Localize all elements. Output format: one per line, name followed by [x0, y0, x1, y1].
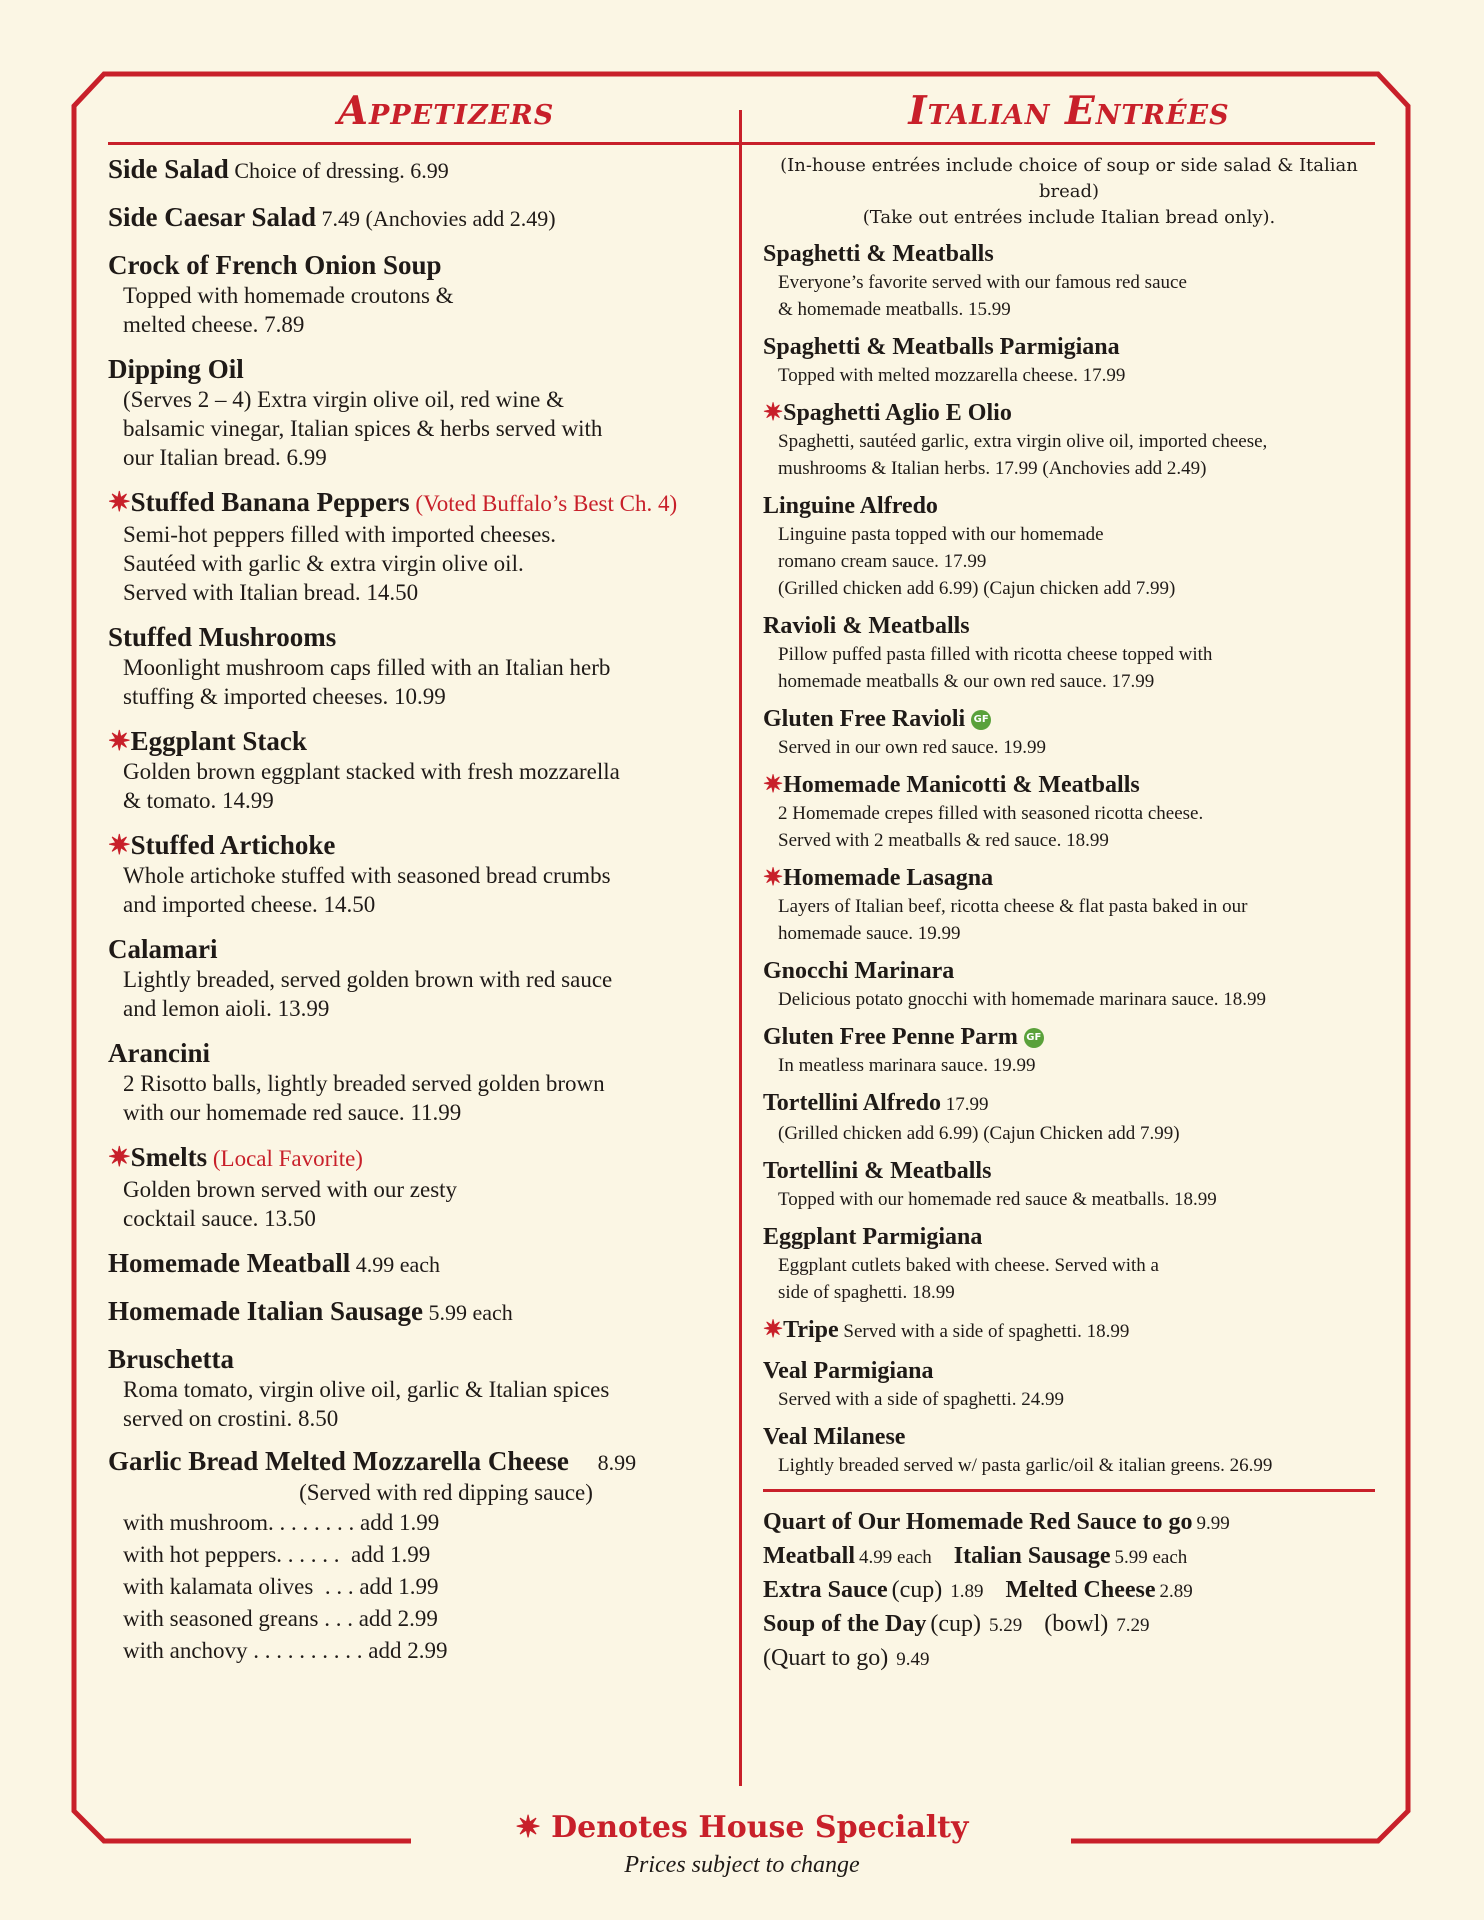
house-specialty-star-icon: ✷: [763, 772, 784, 798]
menu-item: [108, 353, 784, 472]
item-description: with our homemade red sauce. 11.99: [123, 1100, 462, 1125]
menu-item: [108, 933, 784, 1023]
entrees-note: [763, 153, 1375, 231]
item-detail: 4.99 each: [350, 1252, 440, 1277]
item-description: balsamic vinegar, Italian spices & herbs served with: [123, 416, 603, 441]
menu-item: [108, 201, 784, 235]
menu-item: [763, 239, 1375, 323]
item-description: our Italian bread. 6.99: [123, 445, 327, 470]
item-title: [763, 770, 1375, 800]
extras-rule: [763, 1489, 1375, 1492]
item-name: Dipping Oil: [108, 354, 244, 384]
house-specialty-star-icon: ✷: [515, 1810, 541, 1845]
gluten-free-icon: GF: [971, 710, 991, 730]
item-title: [108, 249, 784, 281]
menu-item: [108, 1343, 784, 1433]
extra-price: 1.89: [950, 1581, 984, 1602]
item-description: Sautéed with garlic & extra virgin olive oil.: [123, 551, 524, 576]
item-name: Veal Parmigiana: [763, 1358, 934, 1384]
item-description: Lightly breaded served w/ pasta garlic/oil & italian greens. 26.99: [778, 1455, 1273, 1476]
heading-rule: [763, 142, 1375, 145]
menu-item: [763, 611, 1375, 695]
item-description: (Serves 2 – 4) Extra virgin olive oil, red wine &: [123, 387, 564, 412]
item-title: [108, 153, 784, 187]
menu-item: [108, 829, 784, 919]
item-description: and imported cheese. 14.50: [123, 892, 376, 917]
menu-item: [763, 704, 1375, 761]
item-description: Served in our own red sauce. 19.99: [778, 737, 1047, 758]
extra-price: 5.29: [989, 1615, 1023, 1636]
item-description: Linguine pasta topped with our homemade: [778, 524, 1104, 545]
item-description: Delicious potato gnocchi with homemade marinara sauce. 18.99: [778, 989, 1267, 1010]
item-description: & homemade meatballs. 15.99: [778, 299, 1011, 320]
item-description: (Grilled chicken add 6.99) (Cajun chicken add 7.99): [778, 578, 1176, 599]
item-description: In meatless marinara sauce. 19.99: [778, 1055, 1036, 1076]
item-title: [108, 1445, 784, 1479]
item-title: [108, 933, 784, 965]
prices-note: Prices subject to change: [624, 1852, 860, 1878]
item-description: Roma tomato, virgin olive oil, garlic & Italian spices: [123, 1377, 610, 1402]
addon-line: with kalamata olives . . . add 1.99: [123, 1574, 439, 1599]
extra-price: 4.99 each: [858, 1547, 932, 1568]
item-name: Stuffed Mushrooms: [108, 622, 337, 652]
menu-item: [108, 249, 784, 339]
specialty-text: Denotes House Specialty: [551, 1810, 969, 1845]
item-name: Side Salad: [108, 154, 229, 184]
menu-item: [763, 491, 1375, 602]
item-description: & tomato. 14.99: [123, 788, 274, 813]
item-description: stuffing & imported cheeses. 10.99: [123, 684, 446, 709]
item-name: Homemade Italian Sausage: [108, 1296, 424, 1326]
item-name: Veal Milanese: [763, 1424, 906, 1450]
extra-size: (bowl): [1044, 1611, 1109, 1637]
menu-item: [108, 1141, 784, 1233]
item-title: [108, 353, 784, 385]
item-detail: 7.49 (Anchovies add 2.49): [316, 206, 556, 231]
item-title: [763, 1422, 1375, 1452]
item-description: (Grilled chicken add 6.99) (Cajun Chicken add 7.99): [778, 1123, 1180, 1144]
item-name: Spaghetti Aglio E Olio: [783, 400, 1012, 426]
gluten-free-icon: GF: [1024, 1028, 1044, 1048]
item-description: side of spaghetti. 18.99: [778, 1282, 955, 1303]
extra-price: 9.99: [1196, 1513, 1230, 1534]
item-title: [108, 829, 784, 861]
menu-item: [108, 1037, 784, 1127]
item-title: [763, 611, 1375, 641]
extra-name: Meatball: [763, 1543, 855, 1569]
item-detail: Choice of dressing. 6.99: [228, 158, 449, 183]
item-title: [763, 332, 1375, 362]
extra-name: Quart of Our Homemade Red Sauce to go: [763, 1509, 1193, 1535]
item-title: [763, 1222, 1375, 1252]
item-name: Ravioli & Meatballs: [763, 613, 970, 639]
extra-row: [763, 1506, 1375, 1540]
menu-item: [763, 1088, 1375, 1147]
extra-row: [763, 1540, 1375, 1574]
addon-line: with seasoned greans . . . add 2.99: [123, 1606, 438, 1631]
item-description: Whole artichoke stuffed with seasoned bread crumbs: [123, 863, 611, 888]
item-description: cocktail sauce. 13.50: [123, 1206, 316, 1231]
item-description: Spaghetti, sautéed garlic, extra virgin olive oil, imported cheese,: [778, 431, 1268, 452]
item-description: mushrooms & Italian herbs. 17.99 (Anchovies add 2.49): [778, 458, 1207, 479]
item-title: [108, 1141, 784, 1175]
menu-item: [763, 1222, 1375, 1306]
garlic-bread-item: [108, 1445, 784, 1667]
item-description: Pillow puffed pasta filled with ricotta cheese topped with: [778, 644, 1213, 665]
item-title: [108, 201, 784, 235]
item-title: [763, 863, 1375, 893]
addon-line: with hot peppers. . . . . . add 1.99: [123, 1542, 431, 1567]
item-detail: 5.99 each: [423, 1300, 513, 1325]
item-name: Tortellini & Meatballs: [763, 1158, 992, 1184]
house-specialty-star-icon: ✷: [108, 726, 131, 756]
appetizers-column: [108, 86, 784, 1681]
house-specialty-star-icon: ✷: [763, 1317, 784, 1343]
item-description: Lightly breaded, served golden brown with red sauce: [123, 967, 613, 992]
menu-item: [763, 1022, 1375, 1079]
menu-item: [763, 332, 1375, 389]
item-name: Side Caesar Salad: [108, 202, 317, 232]
item-description: Everyone’s favorite served with our famous red sauce: [778, 272, 1187, 293]
house-specialty-star-icon: ✷: [763, 400, 784, 426]
addon-line: with anchovy . . . . . . . . . . add 2.99: [123, 1638, 448, 1663]
item-name: Gluten Free Penne Parm: [763, 1024, 1018, 1050]
item-description: homemade sauce. 19.99: [778, 923, 961, 944]
item-description: and lemon aioli. 13.99: [123, 996, 330, 1021]
item-name: Gnocchi Marinara: [763, 958, 955, 984]
item-name: Tripe: [783, 1317, 839, 1343]
note-line: (In-house entrées include choice of soup or side salad & Italian bread): [780, 155, 1358, 202]
menu-item: [763, 398, 1375, 482]
entrees-heading: Italian Entrées: [908, 88, 1230, 134]
extra-price: 2.89: [1159, 1581, 1193, 1602]
item-name: Arancini: [108, 1038, 211, 1068]
item-description: 2 Homemade crepes filled with seasoned ricotta cheese.: [778, 803, 1204, 824]
item-title: [763, 1356, 1375, 1386]
extra-size: (cup): [930, 1611, 981, 1637]
item-description: Topped with melted mozzarella cheese. 17.99: [778, 365, 1126, 386]
extra-name: Italian Sausage: [953, 1543, 1111, 1569]
menu-item: [763, 863, 1375, 947]
item-title: [108, 1247, 784, 1281]
entree-list: [763, 239, 1375, 1479]
extra-row: [763, 1574, 1375, 1608]
item-title: [763, 1088, 1375, 1120]
item-name: Homemade Manicotti & Meatballs: [783, 772, 1140, 798]
extra-row: [763, 1608, 1375, 1642]
house-specialty-star-icon: ✷: [108, 487, 131, 517]
item-title: [763, 239, 1375, 269]
menu-item: [108, 725, 784, 815]
menu-item: [763, 1422, 1375, 1479]
item-description: Golden brown eggplant stacked with fresh mozzarella: [123, 759, 620, 784]
extra-name: Soup of the Day: [763, 1611, 927, 1637]
extra-row: [763, 1642, 1375, 1676]
item-title: [108, 486, 784, 520]
item-tag: (Local Favorite): [207, 1146, 363, 1171]
item-description: Semi-hot peppers filled with imported cheeses.: [123, 522, 557, 547]
item-title: [108, 621, 784, 653]
menu-item: [763, 770, 1375, 854]
item-title: [108, 1295, 784, 1329]
item-name: Eggplant Stack: [130, 726, 307, 756]
appetizer-list: [108, 153, 784, 1433]
extra-size: (cup): [891, 1577, 943, 1603]
item-title: [108, 1037, 784, 1069]
item-name: Linguine Alfredo: [763, 493, 938, 519]
item-name: Bruschetta: [108, 1344, 234, 1374]
menu-item: [108, 621, 784, 711]
item-title: [763, 1315, 1375, 1347]
item-description: Served with a side of spaghetti. 24.99: [778, 1389, 1065, 1410]
heading-rule: [108, 142, 784, 145]
extras-list: [763, 1506, 1375, 1676]
menu-item: [763, 1156, 1375, 1213]
item-name: Eggplant Parmigiana: [763, 1224, 983, 1250]
item-description: Topped with our homemade red sauce & meatballs. 18.99: [778, 1189, 1217, 1210]
item-title: [763, 704, 1375, 734]
item-name: Calamari: [108, 934, 218, 964]
menu-item: [108, 1247, 784, 1281]
extra-price: 5.99 each: [1114, 1547, 1188, 1568]
item-detail: Served with a side of spaghetti. 18.99: [838, 1321, 1130, 1342]
item-description: romano cream sauce. 17.99: [778, 551, 987, 572]
extra-name: Extra Sauce: [763, 1577, 888, 1603]
item-title: [763, 491, 1375, 521]
item-tag: (Voted Buffalo’s Best Ch. 4): [409, 491, 678, 516]
extra-price: 7.29: [1116, 1615, 1150, 1636]
item-name: Homemade Meatball: [108, 1248, 351, 1278]
extra-name: Melted Cheese: [1005, 1577, 1156, 1603]
item-description: Golden brown served with our zesty: [123, 1177, 458, 1202]
item-description: served on crostini. 8.50: [123, 1406, 339, 1431]
item-name: Tortellini Alfredo: [763, 1090, 942, 1116]
item-detail: 17.99: [941, 1094, 989, 1115]
specialty-legend: [508, 1808, 977, 1848]
item-description: Served with 2 meatballs & red sauce. 18.99: [778, 830, 1109, 851]
addon-list: [108, 1507, 784, 1667]
item-name: Smelts: [130, 1142, 208, 1172]
item-name: Stuffed Banana Peppers: [130, 487, 410, 517]
item-title: [763, 956, 1375, 986]
appetizers-heading: Appetizers: [337, 88, 555, 134]
item-description: Served with Italian bread. 14.50: [123, 580, 419, 605]
menu-item: [763, 956, 1375, 1013]
entrees-column: [763, 86, 1375, 1676]
menu-item: [763, 1356, 1375, 1413]
item-name: Spaghetti & Meatballs: [763, 241, 994, 267]
addon-line: with mushroom. . . . . . . . add 1.99: [123, 1510, 440, 1535]
item-description: melted cheese. 7.89: [123, 312, 305, 337]
item-name: Crock of French Onion Soup: [108, 250, 442, 280]
item-description: 2 Risotto balls, lightly breaded served golden brown: [123, 1071, 605, 1096]
extra-price: 9.49: [896, 1649, 930, 1670]
item-description: Moonlight mushroom caps filled with an Italian herb: [123, 655, 611, 680]
note-line: (Take out entrées include Italian bread only).: [862, 207, 1276, 228]
item-description: Topped with homemade croutons &: [123, 283, 454, 308]
footer: [0, 1808, 1484, 1880]
house-specialty-star-icon: ✷: [763, 865, 784, 891]
menu-item: [108, 486, 784, 607]
item-title: [763, 398, 1375, 428]
menu-item: [763, 1315, 1375, 1347]
item-name: Stuffed Artichoke: [130, 830, 336, 860]
item-name: Homemade Lasagna: [783, 865, 994, 891]
item-description: Layers of Italian beef, ricotta cheese & flat pasta baked in our: [778, 896, 1248, 917]
item-title: [763, 1156, 1375, 1186]
item-description: Eggplant cutlets baked with cheese. Served with a: [778, 1255, 1159, 1276]
item-description: homemade meatballs & our own red sauce. 17.99: [778, 671, 1155, 692]
item-title: [108, 725, 784, 757]
garlic-bread-note: (Served with red dipping sauce): [299, 1480, 593, 1505]
house-specialty-star-icon: ✷: [108, 830, 131, 860]
item-name: Spaghetti & Meatballs Parmigiana: [763, 334, 1120, 360]
house-specialty-star-icon: ✷: [108, 1142, 131, 1172]
menu-frame: [66, 66, 1416, 1854]
item-name: Gluten Free Ravioli: [763, 706, 966, 732]
item-title: [108, 1343, 784, 1375]
item-name: Garlic Bread Melted Mozzarella Cheese: [108, 1446, 569, 1476]
item-price: 8.99: [597, 1450, 637, 1475]
menu-item: [108, 1295, 784, 1329]
menu-item: [108, 153, 784, 187]
item-title: [763, 1022, 1375, 1052]
extra-size: (Quart to go): [763, 1645, 889, 1671]
